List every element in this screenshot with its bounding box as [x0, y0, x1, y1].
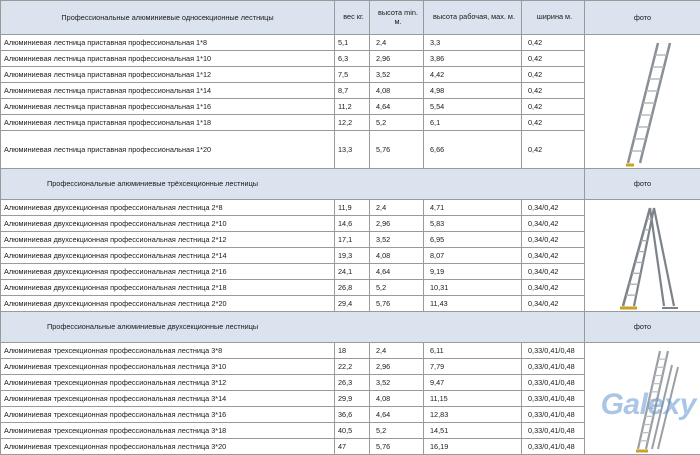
width-value: 0,34/0,42	[522, 232, 585, 248]
weight-value: 6,3	[335, 51, 370, 67]
table-row	[1, 200, 700, 216]
weight-value: 7,5	[335, 67, 370, 83]
col-header-photo: фото	[585, 312, 700, 343]
min-height-value: 2,96	[370, 359, 424, 375]
min-height-value: 2,4	[370, 200, 424, 216]
product-name: Алюминиевая лестница приставная профессиональная 1*8	[1, 35, 335, 51]
max-height-value: 11,15	[424, 391, 522, 407]
product-name: Алюминиевая лестница приставная профессиональная 1*12	[1, 67, 335, 83]
ladder-photo	[585, 200, 700, 312]
min-height-value: 4,08	[370, 248, 424, 264]
max-height-value: 12,83	[424, 407, 522, 423]
max-height-value: 5,83	[424, 216, 522, 232]
product-name: Алюминиевая лестница приставная профессиональная 1*18	[1, 115, 335, 131]
width-value: 0,33/0,41/0,48	[522, 375, 585, 391]
width-value: 0,33/0,41/0,48	[522, 407, 585, 423]
weight-value: 18	[335, 343, 370, 359]
product-name: Алюминиевая двухсекционная профессиональная лестница 2*12	[1, 232, 335, 248]
max-height-value: 5,54	[424, 99, 522, 115]
width-value: 0,34/0,42	[522, 280, 585, 296]
col-header-width: ширина м.	[522, 1, 585, 35]
product-name: Алюминиевая лестница приставная профессиональная 1*10	[1, 51, 335, 67]
section-title: Профессиональные алюминиевые трёхсекционные лестницы	[1, 169, 585, 200]
width-value: 0,34/0,42	[522, 200, 585, 216]
min-height-value: 3,52	[370, 375, 424, 391]
weight-value: 26,3	[335, 375, 370, 391]
max-height-value: 7,79	[424, 359, 522, 375]
product-name: Алюминиевая трехсекционная профессиональная лестница 3*10	[1, 359, 335, 375]
product-name: Алюминиевая трехсекционная профессиональная лестница 3*8	[1, 343, 335, 359]
product-name: Алюминиевая трехсекционная профессиональная лестница 3*20	[1, 439, 335, 455]
width-value: 0,33/0,41/0,48	[522, 439, 585, 455]
min-height-value: 5,2	[370, 115, 424, 131]
section-title: Профессиональные алюминиевые односекционные лестницы	[1, 1, 335, 35]
product-name: Алюминиевая двухсекционная профессиональная лестница 2*10	[1, 216, 335, 232]
width-value: 0,34/0,42	[522, 216, 585, 232]
weight-value: 12,2	[335, 115, 370, 131]
width-value: 0,34/0,42	[522, 296, 585, 312]
product-name: Алюминиевая двухсекционная профессиональная лестница 2*16	[1, 264, 335, 280]
weight-value: 17,1	[335, 232, 370, 248]
max-height-value: 8,07	[424, 248, 522, 264]
min-height-value: 2,96	[370, 51, 424, 67]
weight-value: 8,7	[335, 83, 370, 99]
section-header-row	[1, 1, 700, 35]
min-height-value: 5,76	[370, 131, 424, 169]
min-height-value: 4,08	[370, 391, 424, 407]
max-height-value: 4,42	[424, 67, 522, 83]
width-value: 0,42	[522, 67, 585, 83]
min-height-value: 3,52	[370, 67, 424, 83]
weight-value: 11,2	[335, 99, 370, 115]
product-name: Алюминиевая трехсекционная профессиональная лестница 3*16	[1, 407, 335, 423]
product-name: Алюминиевая лестница приставная профессиональная 1*14	[1, 83, 335, 99]
weight-value: 13,3	[335, 131, 370, 169]
width-value: 0,33/0,41/0,48	[522, 359, 585, 375]
min-height-value: 5,2	[370, 280, 424, 296]
min-height-value: 5,76	[370, 439, 424, 455]
min-height-value: 4,64	[370, 407, 424, 423]
max-height-value: 6,1	[424, 115, 522, 131]
max-height-value: 10,31	[424, 280, 522, 296]
max-height-value: 11,43	[424, 296, 522, 312]
product-name: Алюминиевая двухсекционная профессиональная лестница 2*14	[1, 248, 335, 264]
weight-value: 5,1	[335, 35, 370, 51]
weight-value: 47	[335, 439, 370, 455]
max-height-value: 9,47	[424, 375, 522, 391]
product-name: Алюминиевая трехсекционная профессиональная лестница 3*12	[1, 375, 335, 391]
max-height-value: 4,98	[424, 83, 522, 99]
col-header-photo: фото	[585, 1, 700, 35]
min-height-value: 2,4	[370, 35, 424, 51]
width-value: 0,42	[522, 83, 585, 99]
col-header-weight: вес кг.	[335, 1, 370, 35]
product-name: Алюминиевая лестница приставная профессиональная 1*16	[1, 99, 335, 115]
width-value: 0,42	[522, 115, 585, 131]
width-value: 0,42	[522, 99, 585, 115]
product-name: Алюминиевая двухсекционная профессиональная лестница 2*18	[1, 280, 335, 296]
min-height-value: 5,76	[370, 296, 424, 312]
min-height-value: 4,64	[370, 99, 424, 115]
width-value: 0,34/0,42	[522, 248, 585, 264]
width-value: 0,42	[522, 131, 585, 169]
width-value: 0,34/0,42	[522, 264, 585, 280]
product-name: Алюминиевая двухсекционная профессиональная лестница 2*20	[1, 296, 335, 312]
weight-value: 40,5	[335, 423, 370, 439]
weight-value: 26,8	[335, 280, 370, 296]
min-height-value: 4,64	[370, 264, 424, 280]
watermark-logo: Galexy	[601, 388, 696, 422]
ladder-photo	[585, 35, 700, 169]
width-value: 0,42	[522, 51, 585, 67]
product-name: Алюминиевая трехсекционная профессиональная лестница 3*14	[1, 391, 335, 407]
max-height-value: 6,95	[424, 232, 522, 248]
col-header-max-height: высота рабочая, мах. м.	[424, 1, 522, 35]
weight-value: 14,6	[335, 216, 370, 232]
width-value: 0,42	[522, 35, 585, 51]
col-header-photo: фото	[585, 169, 700, 200]
min-height-value: 2,96	[370, 216, 424, 232]
max-height-value: 6,11	[424, 343, 522, 359]
min-height-value: 5,2	[370, 423, 424, 439]
weight-value: 19,3	[335, 248, 370, 264]
max-height-value: 3,86	[424, 51, 522, 67]
product-name: Алюминиевая трехсекционная профессиональная лестница 3*18	[1, 423, 335, 439]
section-title: Профессиональные алюминиевые двухсекционные лестницы	[1, 312, 585, 343]
section-header-row	[1, 169, 700, 200]
min-height-value: 3,52	[370, 232, 424, 248]
table-row	[1, 343, 700, 359]
product-name: Алюминиевая лестница приставная профессиональная 1*20	[1, 131, 335, 169]
width-value: 0,33/0,41/0,48	[522, 391, 585, 407]
max-height-value: 6,66	[424, 131, 522, 169]
weight-value: 11,9	[335, 200, 370, 216]
min-height-value: 4,08	[370, 83, 424, 99]
weight-value: 29,4	[335, 296, 370, 312]
weight-value: 24,1	[335, 264, 370, 280]
width-value: 0,33/0,41/0,48	[522, 423, 585, 439]
max-height-value: 16,19	[424, 439, 522, 455]
max-height-value: 4,71	[424, 200, 522, 216]
min-height-value: 2,4	[370, 343, 424, 359]
max-height-value: 9,19	[424, 264, 522, 280]
section-header-row	[1, 312, 700, 343]
product-name: Алюминиевая двухсекционная профессиональная лестница 2*8	[1, 200, 335, 216]
weight-value: 22,2	[335, 359, 370, 375]
max-height-value: 14,51	[424, 423, 522, 439]
width-value: 0,33/0,41/0,48	[522, 343, 585, 359]
max-height-value: 3,3	[424, 35, 522, 51]
weight-value: 29,9	[335, 391, 370, 407]
weight-value: 36,6	[335, 407, 370, 423]
col-header-min-height: высота min. м.	[370, 1, 424, 35]
table-row	[1, 35, 700, 51]
